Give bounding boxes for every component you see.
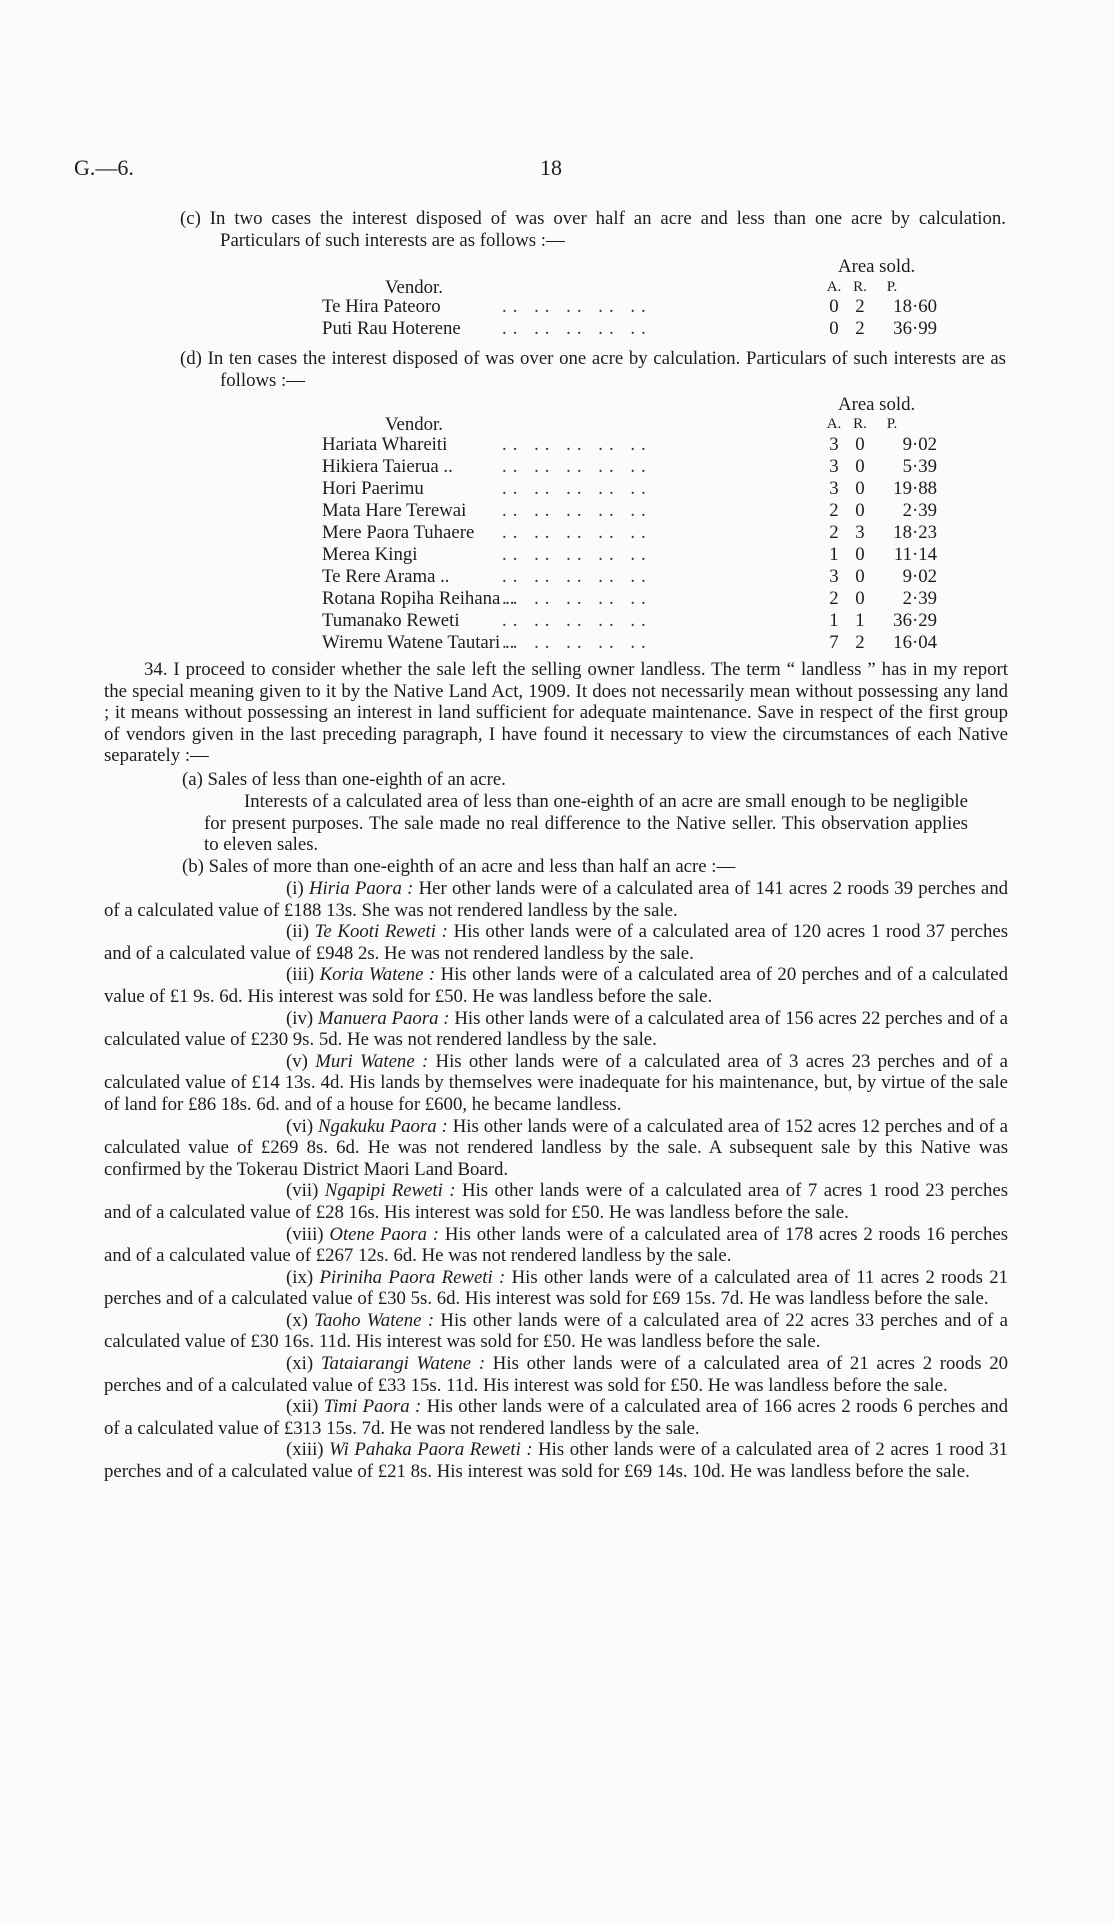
- vendor-name: Rotana Ropiha Reihana ..: [322, 588, 515, 609]
- area-perches: 36·99: [893, 318, 937, 339]
- area-acres: 7: [829, 632, 839, 653]
- col-perches: P.: [886, 416, 898, 432]
- item-text: His other lands were of a calculated area of 156 acres 22 perches and of a calculated value of £230 9s. 5d. He was not rendered landless by the sale.: [104, 1007, 1008, 1051]
- vendor-name: Wiremu Watene Tautari ..: [322, 632, 515, 653]
- area-roods: 3: [855, 522, 865, 543]
- page-number: 18: [540, 155, 562, 180]
- landless-item: [104, 1051, 1008, 1116]
- area-sold-heading: Area sold.: [838, 256, 916, 277]
- vendor-name: Hori Paerimu: [322, 478, 424, 499]
- item-number: (vi): [286, 1115, 319, 1137]
- sub-a-heading: (a) Sales of less than one-eighth of an acre.: [182, 769, 506, 790]
- vendor-name: Te Rere Arama ..: [322, 566, 450, 587]
- item-number: (iii): [286, 964, 320, 986]
- area-perches: 2·39: [902, 500, 937, 521]
- area-acres: 1: [829, 544, 839, 565]
- item-text: His other lands were of a calculated area of 166 acres 2 roods 6 perches and of a calculated value of £313 15s. 7d. He was not rendered landless by the sale.: [104, 1396, 1009, 1439]
- item-number: (iv): [286, 1007, 318, 1029]
- leader-dots: .. .. .. .. ..: [502, 500, 652, 521]
- area-roods: 0: [855, 500, 865, 521]
- leader-dots: .. .. .. .. ..: [502, 566, 652, 587]
- item-native-name: Taoho Watene :: [314, 1309, 435, 1331]
- section-d-text: In ten cases the interest disposed of was over one acre by calculation. Particulars of such interests are as follows :—: [207, 348, 1006, 391]
- area-acres: 3: [829, 566, 839, 587]
- vendor-name: Puti Rau Hoterene: [322, 318, 461, 339]
- item-native-name: Koria Watene :: [319, 964, 436, 986]
- leader-dots: .. .. .. .. ..: [502, 588, 652, 609]
- area-roods: 0: [855, 478, 865, 499]
- landless-item: [104, 1224, 1008, 1267]
- area-acres: 3: [829, 456, 839, 477]
- landless-item: [104, 1439, 1008, 1482]
- area-roods: 0: [855, 434, 865, 455]
- area-acres: 0: [829, 318, 839, 339]
- sub-a-text: Interests of a calculated area of less than one-eighth of an acre are small enough to be negligible for present purposes. The sale made no real difference to the Native seller. This observation applies to eleven sales.: [204, 791, 968, 856]
- area-roods: 0: [855, 566, 865, 587]
- leader-dots: .. .. .. .. ..: [502, 456, 652, 477]
- leader-dots: .. .. .. .. ..: [502, 544, 652, 565]
- item-text: His other lands were of a calculated area of 178 acres 2 roods 16 perches and of a calculated value of £267 12s. 6d. He was not rendered landless by the sale.: [104, 1223, 1009, 1267]
- area-perches: 11·14: [893, 544, 937, 565]
- landless-item: [104, 964, 1008, 1007]
- leader-dots: .. .. .. .. ..: [502, 434, 652, 455]
- area-acres: 3: [829, 434, 839, 455]
- item-text: His other lands were of a calculated area of 120 acres 1 rood 37 perches and of a calculated value of £948 2s. He was not rendered landless by the sale.: [104, 921, 1009, 964]
- item-native-name: Tataiarangi Watene :: [320, 1353, 486, 1375]
- section-c-text: In two cases the interest disposed of was over half an acre and less than one acre by calculation. Particulars of such interests are as follows :—: [209, 208, 1006, 251]
- item-native-name: Ngapipi Reweti :: [324, 1180, 456, 1202]
- item-native-name: Ngakuku Paora :: [318, 1115, 448, 1137]
- area-perches: 9·02: [902, 434, 937, 455]
- area-perches: 16·04: [893, 632, 937, 653]
- item-native-name: Piriniha Paora Reweti :: [319, 1266, 506, 1288]
- item-number: (xii): [286, 1396, 324, 1418]
- area-acres: 2: [829, 588, 839, 609]
- item-number: (viii): [286, 1223, 330, 1245]
- area-perches: 19·88: [893, 478, 937, 499]
- item-text: His other lands were of a calculated area of 152 acres 12 perches and of a calculated value of £269 8s. 6d. He was not rendered landless by the sale. A subsequent sale by this Native was confirmed by the Tokerau District Maori Land Board.: [104, 1115, 1008, 1180]
- item-number: (ix): [286, 1266, 320, 1288]
- landless-item: [104, 1396, 1008, 1439]
- document-reference: G.—6.: [74, 155, 134, 180]
- area-perches: 2·39: [902, 588, 937, 609]
- item-native-name: Timi Paora :: [323, 1396, 422, 1418]
- item-text: Her other lands were of a calculated area of 141 acres 2 roods 39 perches and of a calculated value of £188 13s. She was not rendered landless by the sale.: [104, 878, 1008, 921]
- section-d-table: [322, 394, 942, 654]
- item-number: (x): [286, 1309, 315, 1331]
- vendor-name: Tumanako Reweti: [322, 610, 460, 631]
- area-roods: 2: [855, 632, 865, 653]
- leader-dots: .. .. .. .. ..: [502, 522, 652, 543]
- leader-dots: .. .. .. .. ..: [502, 296, 652, 317]
- area-acres: 2: [829, 500, 839, 521]
- area-perches: 18·60: [893, 296, 937, 317]
- section-c-table: [322, 256, 942, 340]
- item-text: His other lands were of a calculated area of 7 acres 1 rood 23 perches and of a calculated value of £28 16s. His interest was sold for £50. He was landless before the sale.: [104, 1180, 1009, 1223]
- area-perches: 9·02: [902, 566, 937, 587]
- vendor-name: Merea Kingi: [322, 544, 418, 565]
- landless-item: [104, 1353, 1008, 1396]
- vendor-heading: Vendor.: [385, 277, 443, 298]
- leader-dots: .. .. .. .. ..: [502, 610, 652, 631]
- item-native-name: Te Kooti Reweti :: [314, 921, 448, 943]
- area-roods: 0: [855, 456, 865, 477]
- paragraph-34: 34. I proceed to consider whether the sale left the selling owner landless. The term “ landless ” has in my report the special meaning given to it by the Native Land Act, 1909. It does not necessarily mean without possessing any land ; it means without possessing an interest in land sufficient for adequate maintenance. Save in respect of the first group of vendors given in the last preceding paragraph, I have found it necessary to view the circumstances of each Native separately :—: [104, 659, 1008, 767]
- item-text: His other lands were of a calculated area of 20 perches and of a calculated value of £1 9s. 6d. His interest was sold for £50. He was landless before the sale.: [104, 964, 1008, 1007]
- section-c-paragraph: [180, 208, 1006, 251]
- item-number: (vii): [286, 1180, 325, 1202]
- item-text: His other lands were of a calculated area of 21 acres 2 roods 20 perches and of a calculated value of £33 15s. 11d. His interest was sold for £50. He was landless before the sale.: [104, 1353, 1008, 1396]
- item-native-name: Otene Paora :: [329, 1223, 440, 1245]
- col-perches: P.: [886, 279, 898, 295]
- leader-dots: .. .. .. .. ..: [502, 478, 652, 499]
- item-text: His other lands were of a calculated area of 11 acres 2 roods 21 perches and of a calculated value of £30 5s. 6d. His interest was sold for £69 15s. 7d. He was landless before the sale.: [104, 1266, 1008, 1310]
- section-c-label: (c): [180, 208, 201, 229]
- landless-item: [104, 1310, 1008, 1353]
- section-d-paragraph: [180, 348, 1006, 391]
- area-roods: 1: [855, 610, 865, 631]
- area-roods: 2: [855, 296, 865, 317]
- item-native-name: Wi Pahaka Paora Reweti :: [329, 1439, 533, 1461]
- col-acres: A.: [826, 416, 842, 432]
- area-perches: 18·23: [893, 522, 937, 543]
- area-roods: 0: [855, 544, 865, 565]
- landless-item: [104, 1008, 1008, 1051]
- area-roods: 2: [855, 318, 865, 339]
- sub-b-heading: (b) Sales of more than one-eighth of an acre and less than half an acre :—: [182, 856, 736, 877]
- landless-item: [104, 921, 1008, 964]
- col-roods: R.: [853, 416, 867, 432]
- vendor-name: Hariata Whareiti: [322, 434, 448, 455]
- vendor-name: Mata Hare Terewai: [322, 500, 467, 521]
- item-text: His other lands were of a calculated area of 2 acres 1 rood 31 perches and of a calculated value of £21 8s. His interest was sold for £69 14s. 10d. He was landless before the sale.: [104, 1439, 1008, 1483]
- vendor-name: Hikiera Taierua ..: [322, 456, 453, 477]
- sub-b-items: [104, 878, 1008, 1483]
- item-number: (v): [286, 1050, 316, 1072]
- item-number: (xi): [286, 1353, 321, 1375]
- section-d-label: (d): [180, 348, 202, 369]
- item-native-name: Hiria Paora :: [308, 878, 414, 899]
- area-acres: 0: [829, 296, 839, 317]
- leader-dots: .. .. .. .. ..: [502, 632, 652, 653]
- landless-item: [104, 1180, 1008, 1223]
- area-sold-heading: Area sold.: [838, 394, 916, 415]
- area-acres: 2: [829, 522, 839, 543]
- col-roods: R.: [853, 279, 867, 295]
- item-native-name: Manuera Paora :: [317, 1007, 450, 1029]
- area-acres: 3: [829, 478, 839, 499]
- area-perches: 5·39: [902, 456, 937, 477]
- landless-item: [104, 1116, 1008, 1181]
- item-native-name: Muri Watene :: [315, 1050, 429, 1072]
- item-number: (i): [286, 878, 309, 899]
- area-roods: 0: [855, 588, 865, 609]
- vendor-heading: Vendor.: [385, 414, 443, 435]
- leader-dots: .. .. .. .. ..: [502, 318, 652, 339]
- vendor-name: Te Hira Pateoro: [322, 296, 441, 317]
- col-acres: A.: [826, 279, 842, 295]
- landless-item: [104, 878, 1008, 921]
- item-text: His other lands were of a calculated area of 3 acres 23 perches and of a calculated value of £14 13s. 4d. His lands by themselves were inadequate for his maintenance, but, by virtue of the sale of land for £86 18s. 6d. and of a house for £600, he became landless.: [104, 1050, 1008, 1115]
- item-number: (ii): [286, 921, 315, 943]
- area-acres: 1: [829, 610, 839, 631]
- item-number: (xiii): [286, 1439, 330, 1461]
- item-text: His other lands were of a calculated area of 22 acres 33 perches and of a calculated value of £30 16s. 11d. His interest was sold for £50. He was landless before the sale.: [104, 1309, 1008, 1353]
- vendor-name: Mere Paora Tuhaere: [322, 522, 475, 543]
- landless-item: [104, 1267, 1008, 1310]
- area-perches: 36·29: [893, 610, 937, 631]
